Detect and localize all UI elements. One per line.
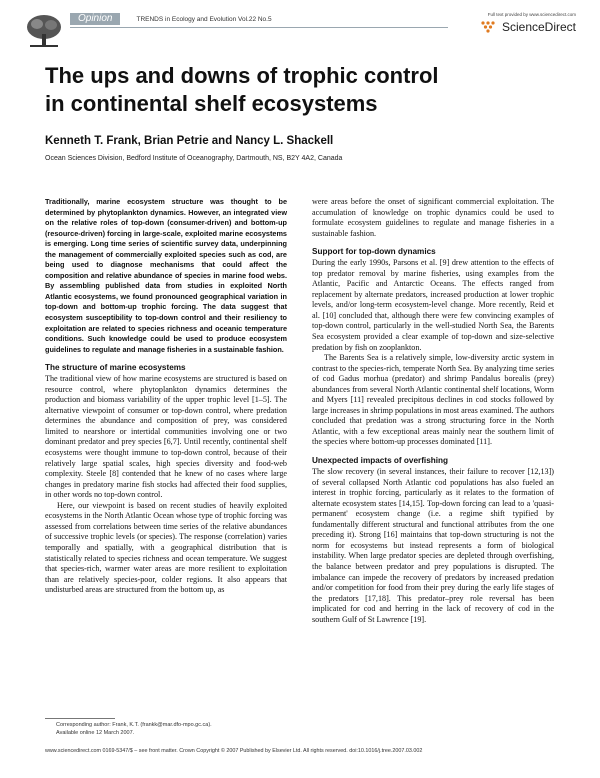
section-heading-structure: The structure of marine ecosystems [45, 363, 186, 373]
available-online: Available online 12 March 2007. [56, 730, 135, 736]
sciencedirect-dots-icon [480, 20, 498, 34]
header-rule [70, 27, 448, 28]
footnote-rule [45, 718, 115, 719]
title-line-2: in continental shelf ecosystems [45, 91, 378, 116]
right-column [312, 197, 554, 625]
elsevier-tree-logo [22, 12, 66, 52]
section-heading-overfishing: Unexpected impacts of overfishing [312, 456, 449, 466]
affiliation: Ocean Sciences Division, Bedford Institute of Oceanography, Dartmouth, NS, B2Y 4A2, Canada [45, 155, 343, 162]
section-heading-top-down: Support for top-down dynamics [312, 247, 436, 257]
body-paragraph: The Barents Sea is a relatively simple, low-diversity arctic system in contrast to the species-rich, temperate North Sea. By analyzing time series of cod Gadus morhua (predator) and shrimp Pandalus borealis (prey) abundances from several North Atlantic continental shelf locations, Worm and Myers [11] revealed precipitous declines in cod stocks followed by large increases in shrimp populations in most areas examined. The authors concluded that predation was a strong structuring force in the North Atlantic, with a few exceptional areas mainly near the southern limit of the species where bottom-up processes dominated [11]. [312, 353, 554, 447]
authors: Kenneth T. Frank, Brian Petrie and Nancy L. Shackell [45, 135, 334, 147]
title-line-1: The ups and downs of trophic control [45, 63, 439, 88]
running-header [70, 14, 448, 24]
body-paragraph: were areas before the onset of significant commercial exploitation. The accumulation of knowledge on trophic dynamics could be used to formulate ecosystem guidelines to regulate and manage fisheries in a sustainable fashion. [312, 197, 554, 238]
abstract: Traditionally, marine ecosystem structure was thought to be determined by phytoplankton dynamics. However, an integrated view on the relative roles of top-down (consumer-driven) and bottom-up (resource-driven) forcing in large-scale, exploited marine ecosystems is emerging. Long time series of scientific survey data, underpinning the management of commercially exploited species such as cod, are being used to diagnose mechanisms that could affect the composition and relative abundance of species in marine food webs. By assembling published data from studies in exploited North Atlantic ecosystems, we found pronounced geographical variation in top-down and bottom-up trophic forcing. The data suggest that ecosystem susceptibility to top-down control and their resiliency to exploitation are related to species richness and oceanic temperature conditions. Such knowledge could be used to produce ecosystem guidelines to regulate and manage fisheries in a sustainable fashion. [45, 197, 287, 354]
left-column [45, 197, 287, 596]
section-tag: Opinion [70, 13, 120, 25]
corresponding-author: Corresponding author: Frank, K.T. (frankk@mar.dfo-mpo.gc.ca). [56, 722, 212, 728]
body-paragraph: The traditional view of how marine ecosystems are structured is based on resource control, where phytoplankton dynamics determines the production and biomass variability of the upper trophic level [1–5]. The alternative viewpoint of consumer or top-down control, where predation determines the abundance and composition of prey, was considered limited to nearshore or intertidal communities involving one or two dominant predator and prey species [6,7]. Until recently, continental shelf ecosystems were thought immune to top-down control, because of their relatively large spatial scales, high species diversity and food-web complexity. Steele [8] contended that he knew of no cases where large changes in predatory marine fish stocks had affected their food supplies, in other words no top-down control. [45, 374, 287, 500]
fulltext-note: Full text provided by www.sciencedirect.com [487, 12, 576, 17]
sciencedirect-block [480, 12, 576, 34]
footnote [56, 721, 212, 737]
journal-reference: TRENDS in Ecology and Evolution Vol.22 No.5 [136, 15, 272, 23]
sciencedirect-logo [480, 20, 576, 34]
body-paragraph: Here, our viewpoint is based on recent studies of heavily exploited ecosystems in the North Atlantic Ocean whose type of trophic forcing was assessed from correlations between time series of the relative abundances of successive trophic levels (or species). The response (correlation) varies temporally and spatially, with a geographical distribution that is statistically related to species richness and ocean temperature. We suggest that species-rich, warmer water areas are more resilient to exploitation than are relatively species-poor, colder regions. It also appears that undisturbed areas are structured from the bottom up, as [45, 500, 287, 595]
body-paragraph: The slow recovery (in several instances, their failure to recover [12,13]) of several collapsed North Atlantic cod populations has also fueled an interest in trophic forcing, particularly as it relates to the formation of alternate ecosystem states [14,15]. Top-down forcing can lead to a 'quasi-permanent' ecosystem change (i.e. a regime shift typified by fundamentally different structural and functional attributes from the one preceding it). Strong [16] maintains that top-down structuring is not the norm for ecosystems but instead represents a form of biological instability. When large predator species are depleted through overfishing, the balance between predator and prey populations is disrupted. The imbalance can impede the recovery of predators by increased predation and/or competition for food from their prey during the early life stages of the predators [17,18]. This predator–prey role reversal has been implicated for cod and herring in the lack of recovery of cod in the southern Gulf of St Lawrence [19]. [312, 467, 554, 624]
body-paragraph: During the early 1990s, Parsons et al. [9] drew attention to the effects of top predator removal by marine fisheries, using examples from the Atlantic, Pacific and Antarctic Oceans. The effects ranged from replacement by alternate predators, increased production at lower trophic levels, and/or long-term ecosystem-level change. More recently, Reid et al. [10] concluded that, although there were few convincing examples of top-down control, particularly in the well-studied North Sea, the Barents Sea ecosystem provided a clear example of top-down and size-selective predation by fish on zooplankton. [312, 258, 554, 352]
page-footer: www.sciencedirect.com 0169-5347/$ – see front matter. Crown Copyright © 2007 Published by Elsevier Ltd. All rights reserved. doi:10.1016/j.tree.2007.03.002 [45, 748, 423, 754]
article-title [45, 62, 565, 118]
sciencedirect-wordmark: ScienceDirect [501, 20, 576, 34]
